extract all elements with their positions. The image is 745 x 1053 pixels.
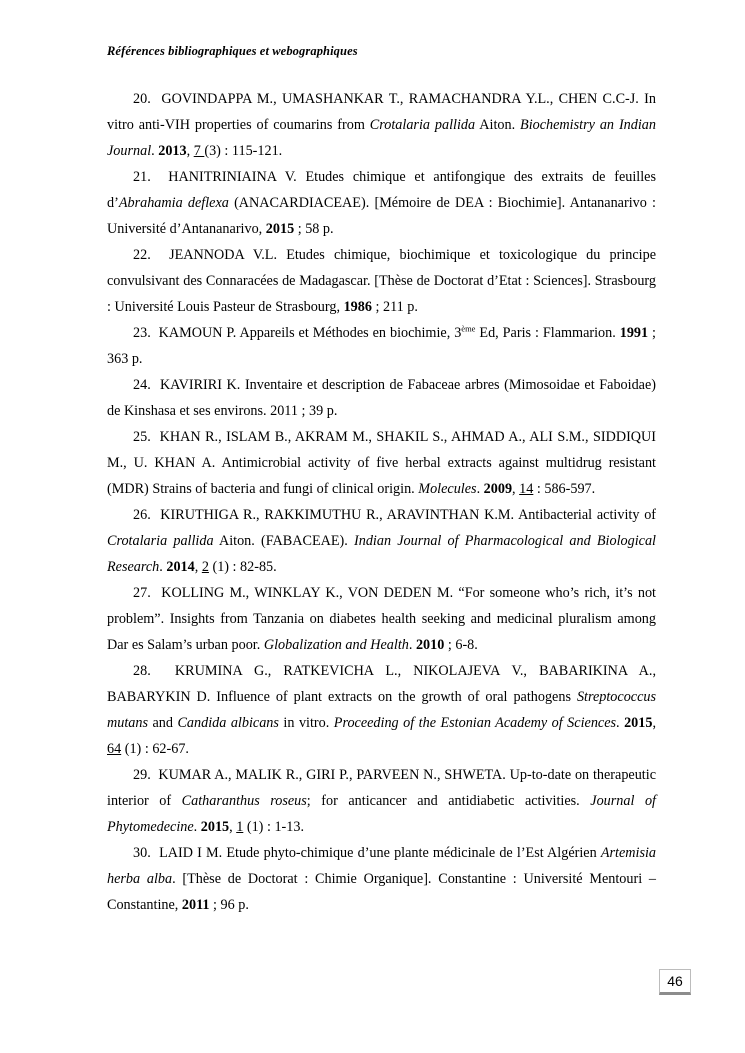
species-name: Crotalaria pallida (107, 533, 214, 549)
reference-text: ; 58 p. (294, 221, 334, 237)
reference-text: (1) : 82-85. (208, 559, 277, 575)
reference-text: (1) : 62-67. (121, 741, 189, 757)
reference-year: 1991 (619, 325, 649, 341)
reference-text: (3) : 115-121. (204, 143, 283, 159)
reference-year: 2015 (265, 221, 295, 237)
reference-text: Aiton. (475, 117, 521, 133)
reference-number: 27. (133, 585, 151, 601)
reference-authors: LAID I M. (159, 845, 223, 861)
reference-authors: GOVINDAPPA M., UMASHANKAR T., RAMACHANDRA Y.L., CHEN C.C-J. (161, 91, 639, 107)
reference-24 (107, 372, 656, 424)
reference-text: : 586-597. (533, 481, 596, 497)
reference-number: 25. (133, 429, 151, 445)
reference-authors: KOLLING M., WINKLAY K., VON DEDEN M. (161, 585, 454, 601)
reference-22 (107, 242, 656, 320)
reference-year: 2014 (166, 559, 195, 575)
reference-year: 2015 (200, 819, 230, 835)
superscript: ème (461, 323, 476, 334)
reference-number: 30. (133, 845, 151, 861)
species-name: Artemisia herba alba (107, 845, 657, 887)
reference-text: Etude phyto-chimique d’une plante médicinale de l’Est Algérien (226, 845, 601, 861)
journal-name: Indian Journal of Pharmacological and Biological Research (107, 533, 656, 575)
reference-25 (107, 424, 656, 502)
reference-number: 21. (133, 169, 151, 185)
reference-text: Ed, Paris : Flammarion. (475, 325, 620, 341)
reference-authors: JEANNODA V.L. (169, 247, 278, 263)
reference-text: , (186, 143, 194, 159)
reference-year: 2011 (181, 897, 210, 913)
page-header: Références bibliographiques et webographiques (107, 44, 358, 58)
reference-text: . (616, 715, 625, 731)
reference-number: 23. (133, 325, 151, 341)
reference-text: Influence of plant extracts on the growth of oral pathogens (216, 689, 577, 705)
reference-text: Appareils et Méthodes en biochimie, 3 (239, 325, 462, 341)
reference-text: In vitro anti-VIH properties of coumarins from (107, 91, 656, 133)
reference-year: 2010 (415, 637, 445, 653)
journal-name: Biochemistry an Indian Journal (107, 117, 656, 159)
reference-authors: KAVIRIRI K. (159, 377, 241, 393)
reference-text: . [Thèse de Doctorat : Chimie Organique]. Constantine : Université Mentouri – Constantine, (107, 871, 656, 913)
reference-30 (107, 840, 656, 918)
reference-text: Inventaire et description de Fabaceae arbres (Mimosoidae et Faboidae) de Kinshasa et ses environs. 2011 ; 39 p. (107, 377, 656, 419)
journal-name: Proceeding of the Estonian Academy of Sciences (333, 715, 617, 731)
reference-text: ; 96 p. (209, 897, 249, 913)
reference-26 (107, 502, 656, 580)
reference-number: 24. (133, 377, 151, 393)
reference-number: 20. (133, 91, 151, 107)
reference-year: 2009 (483, 481, 513, 497)
reference-28 (107, 658, 656, 762)
reference-text: , (512, 481, 520, 497)
reference-text: ; 6-8. (444, 637, 478, 653)
journal-name: Journal of Phytomedecine (107, 793, 656, 835)
journal-name: Globalization and Health (263, 637, 409, 653)
reference-text: ; 363 p. (107, 325, 656, 367)
reference-volume: 14 (519, 481, 534, 497)
page-number: 46 (659, 969, 691, 995)
reference-year: 2013 (158, 143, 187, 159)
reference-volume: 7 (193, 143, 205, 159)
reference-number: 29. (133, 767, 151, 783)
reference-text: Antibacterial activity of (518, 507, 657, 523)
reference-text: and (148, 715, 178, 731)
reference-text: Aiton. (FABACEAE). (213, 533, 354, 549)
reference-text: . (193, 819, 201, 835)
reference-text: . (408, 637, 416, 653)
reference-authors: KIRUTHIGA R., RAKKIMUTHU R., ARAVINTHAN K.M. (160, 507, 515, 523)
reference-text: . (151, 143, 159, 159)
reference-text: Etudes chimique et antifongique des extraits de feuilles d’ (107, 169, 656, 211)
reference-21 (107, 164, 656, 242)
reference-text: Etudes chimique, biochimique et toxicologique du principe convulsivant des Connaracées de Madagascar. [Thèse de Doctorat d’Etat : Sciences]. Strasbourg : Université Louis Pasteur de Strasbourg, (107, 247, 656, 315)
reference-text: ; 211 p. (371, 299, 418, 315)
reference-text: . (159, 559, 167, 575)
species-name: Abrahamia deflexa (118, 195, 229, 211)
reference-23 (107, 320, 656, 372)
reference-text: , (194, 559, 202, 575)
reference-number: 22. (133, 247, 151, 263)
reference-text: in vitro. (278, 715, 334, 731)
reference-volume: 64 (107, 741, 122, 757)
reference-20 (107, 86, 656, 164)
reference-authors: KAMOUN P. (158, 325, 237, 341)
reference-29 (107, 762, 656, 840)
reference-text: (ANACARDIACEAE). [Mémoire de DEA : Biochimie]. Antananarivo : Université d’Antananarivo, (107, 195, 656, 237)
reference-authors: KRUMINA G., RATKEVICHA L., NIKOLAJEVA V., BABARIKINA A., BABARYKIN D. (107, 663, 656, 705)
species-name: Candida albicans (177, 715, 279, 731)
reference-text: (1) : 1-13. (243, 819, 304, 835)
reference-27 (107, 580, 656, 658)
reference-text: “For someone who’s rich, it’s not problem”. Insights from Tanzania on diabetes health seeking and medicinal pluralism among Dar es Salam’s urban poor. (107, 585, 657, 653)
species-name: Catharanthus roseus (181, 793, 307, 809)
reference-year: 1986 (343, 299, 372, 315)
reference-text: . (476, 481, 484, 497)
reference-authors: KHAN R., ISLAM B., AKRAM M., SHAKIL S., AHMAD A., ALI S.M., SIDDIQUI M., U. KHAN A. (107, 429, 657, 471)
reference-text: , (229, 819, 237, 835)
reference-text: ; for anticancer and antidiabetic activities. (306, 793, 591, 809)
reference-year: 2015 (624, 715, 653, 731)
reference-text: Up-to-date on therapeutic interior of (107, 767, 656, 809)
reference-authors: KUMAR A., MALIK R., GIRI P., PARVEEN N., SHWETA. (158, 767, 506, 783)
reference-list (107, 86, 656, 918)
reference-number: 26. (133, 507, 151, 523)
reference-volume: 2 (201, 559, 209, 575)
species-name: Crotalaria pallida (369, 117, 476, 133)
reference-authors: HANITRINIAINA V. (168, 169, 297, 185)
reference-volume: 1 (236, 819, 244, 835)
reference-text: Antimicrobial activity of five herbal extracts against multidrug resistant (MDR) Strains of bacteria and fungi of clinical origin. (107, 455, 656, 497)
journal-name: Molecules (418, 481, 477, 497)
reference-text: , (652, 715, 656, 731)
species-name: Streptococcus mutans (107, 689, 656, 731)
reference-number: 28. (133, 663, 151, 679)
